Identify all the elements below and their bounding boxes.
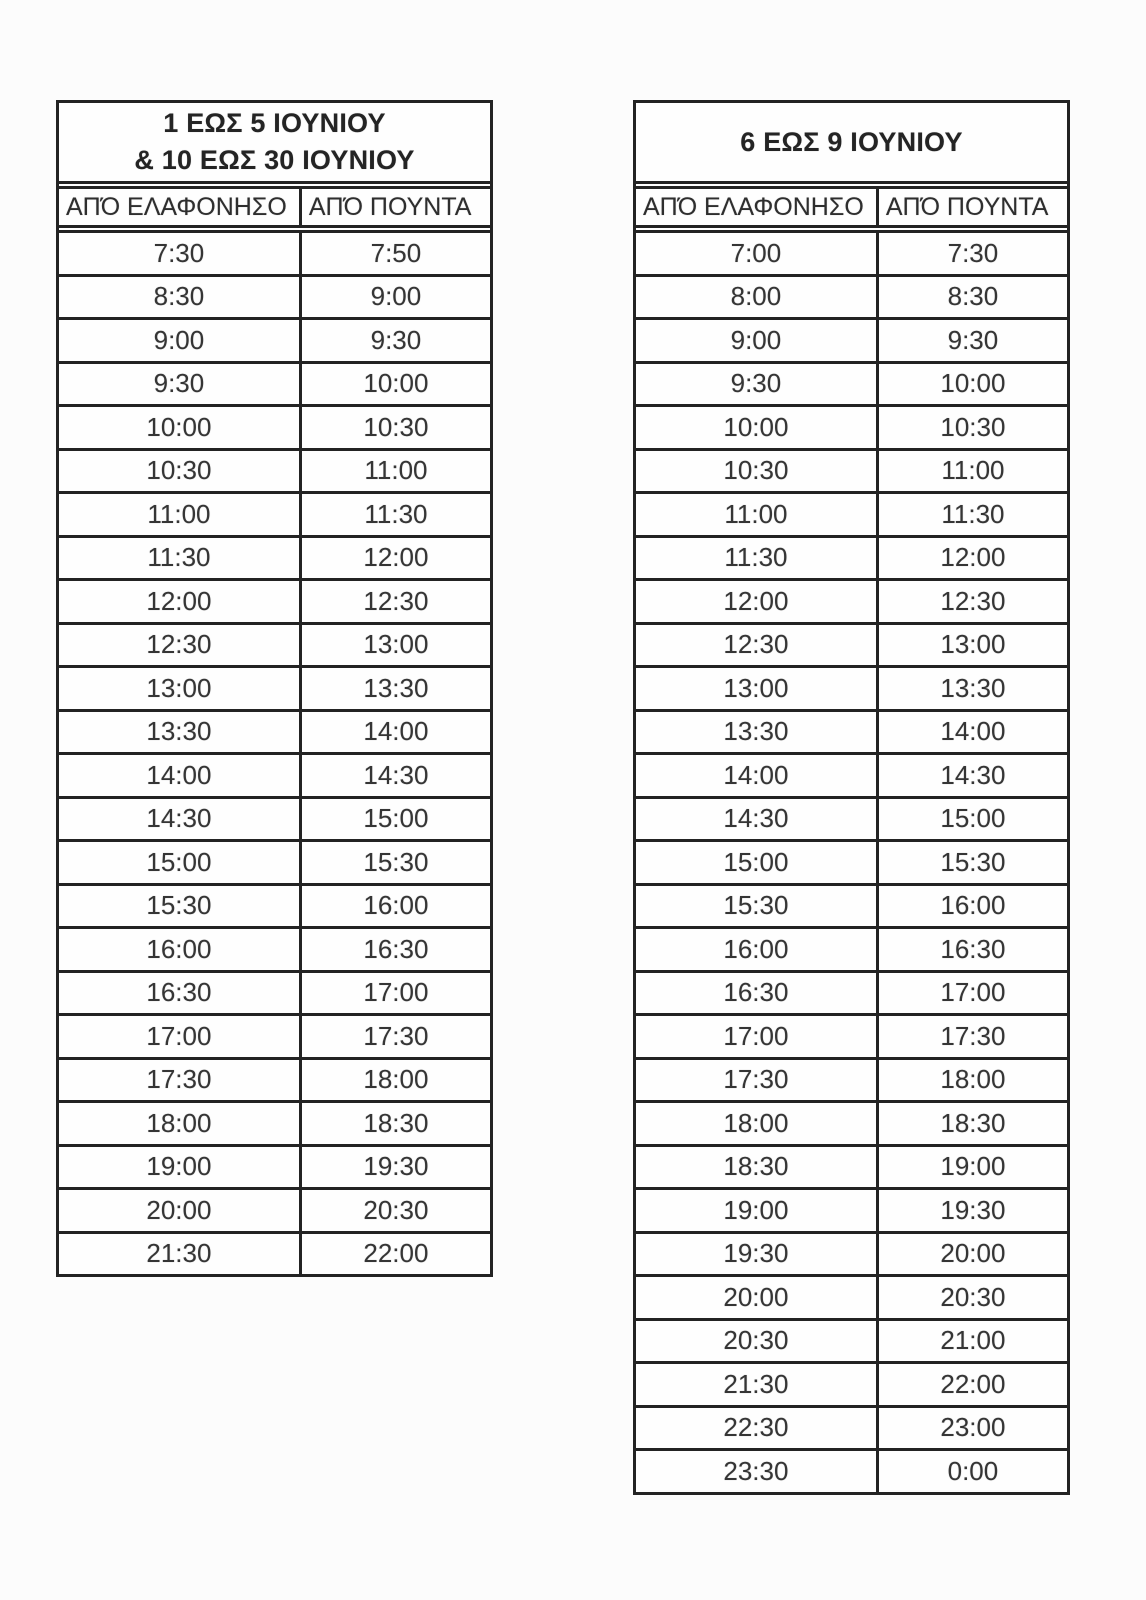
time-cell: 12:00 bbox=[877, 536, 1067, 580]
time-cell: 9:30 bbox=[59, 362, 300, 406]
header-row-table bbox=[59, 186, 490, 228]
time-cell: 10:30 bbox=[636, 449, 877, 493]
time-cell: 17:30 bbox=[636, 1058, 877, 1102]
time-cell: 9:00 bbox=[59, 319, 300, 363]
table-row bbox=[59, 1145, 490, 1189]
column-header-from-pounta: ΑΠΌ ΠΟΥΝΤΑ bbox=[877, 188, 1067, 227]
table-row bbox=[636, 841, 1067, 885]
time-cell: 8:30 bbox=[59, 275, 300, 319]
table-row bbox=[636, 1058, 1067, 1102]
time-cell: 20:30 bbox=[300, 1189, 490, 1233]
time-cell: 21:30 bbox=[59, 1232, 300, 1274]
time-cell: 14:30 bbox=[877, 754, 1067, 798]
table-row bbox=[636, 449, 1067, 493]
table-row bbox=[59, 362, 490, 406]
time-cell: 20:00 bbox=[59, 1189, 300, 1233]
time-cell: 19:00 bbox=[877, 1145, 1067, 1189]
time-cell: 15:00 bbox=[636, 841, 877, 885]
table-row bbox=[59, 754, 490, 798]
time-cell: 21:30 bbox=[636, 1363, 877, 1407]
time-cell: 18:30 bbox=[877, 1102, 1067, 1146]
table-row bbox=[59, 971, 490, 1015]
header-row bbox=[59, 188, 490, 227]
time-cell: 10:00 bbox=[300, 362, 490, 406]
time-cell: 13:30 bbox=[877, 667, 1067, 711]
time-cell: 12:30 bbox=[636, 623, 877, 667]
time-cell: 10:30 bbox=[300, 406, 490, 450]
table-title-line: 1 ΕΩΣ 5 ΙΟΥΝΙΟΥ bbox=[163, 108, 386, 138]
time-cell: 9:30 bbox=[636, 362, 877, 406]
time-cell: 23:00 bbox=[877, 1406, 1067, 1450]
time-cell: 14:30 bbox=[300, 754, 490, 798]
table-row bbox=[59, 493, 490, 537]
time-cell: 20:30 bbox=[636, 1319, 877, 1363]
table-row bbox=[636, 623, 1067, 667]
time-cell: 12:00 bbox=[636, 580, 877, 624]
time-cell: 17:00 bbox=[877, 971, 1067, 1015]
time-cell: 16:00 bbox=[636, 928, 877, 972]
time-cell: 7:30 bbox=[877, 232, 1067, 276]
time-cell: 17:30 bbox=[877, 1015, 1067, 1059]
time-cell: 7:30 bbox=[153, 237, 205, 268]
timetable-june-1-5-and-10-30 bbox=[56, 100, 493, 1277]
time-cell: 13:30 bbox=[59, 710, 300, 754]
time-cell: 13:30 bbox=[636, 710, 877, 754]
table-row bbox=[636, 1406, 1067, 1450]
time-cell: 14:00 bbox=[877, 710, 1067, 754]
time-cell: 11:30 bbox=[636, 536, 877, 580]
table-row bbox=[59, 319, 490, 363]
time-cell: 13:00 bbox=[59, 667, 300, 711]
time-cell: 14:00 bbox=[59, 754, 300, 798]
table-row bbox=[636, 1145, 1067, 1189]
time-cell: 15:30 bbox=[59, 884, 300, 928]
times-table bbox=[636, 230, 1067, 1492]
table-row bbox=[636, 928, 1067, 972]
time-cell: 15:00 bbox=[877, 797, 1067, 841]
time-cell: 18:00 bbox=[300, 1058, 490, 1102]
time-cell: 22:00 bbox=[877, 1363, 1067, 1407]
time-cell: 19:00 bbox=[59, 1145, 300, 1189]
time-cell: 10:00 bbox=[877, 362, 1067, 406]
time-cell: 7:00 bbox=[730, 237, 782, 268]
time-cell: 14:00 bbox=[636, 754, 877, 798]
column-header-from-elafonisos: ΑΠΌ ΕΛΑΦΟΝΗΣΟ bbox=[636, 188, 877, 227]
table-row bbox=[59, 275, 490, 319]
time-cell: 10:00 bbox=[636, 406, 877, 450]
time-cell: 19:30 bbox=[877, 1189, 1067, 1233]
time-cell: 14:00 bbox=[300, 710, 490, 754]
column-header-from-elafonisos: ΑΠΌ ΕΛΑΦΟΝΗΣΟ bbox=[59, 188, 300, 227]
time-cell: 12:00 bbox=[59, 580, 300, 624]
table-row bbox=[636, 232, 1067, 276]
table-row bbox=[636, 536, 1067, 580]
table-row bbox=[59, 710, 490, 754]
time-cell: 22:30 bbox=[636, 1406, 877, 1450]
time-cell: 17:00 bbox=[59, 1015, 300, 1059]
table-row bbox=[59, 623, 490, 667]
timetable-june-6-9 bbox=[633, 100, 1070, 1495]
time-cell: 19:30 bbox=[636, 1232, 877, 1276]
time-cell: 18:00 bbox=[877, 1058, 1067, 1102]
table-row bbox=[59, 580, 490, 624]
table-row bbox=[636, 667, 1067, 711]
table-row bbox=[636, 754, 1067, 798]
time-cell: 10:30 bbox=[877, 406, 1067, 450]
time-cell: 8:00 bbox=[636, 275, 877, 319]
time-cell: 15:30 bbox=[636, 884, 877, 928]
time-cell: 9:30 bbox=[300, 319, 490, 363]
time-cell: 16:30 bbox=[300, 928, 490, 972]
time-cell: 23:30 bbox=[636, 1450, 877, 1492]
time-cell: 11:00 bbox=[300, 449, 490, 493]
time-cell: 17:00 bbox=[636, 1015, 877, 1059]
time-cell: 0:00 bbox=[877, 1450, 1067, 1492]
time-cell: 14:30 bbox=[636, 797, 877, 841]
table-row bbox=[636, 1276, 1067, 1320]
time-cell: 16:30 bbox=[877, 928, 1067, 972]
table-row bbox=[636, 797, 1067, 841]
time-cell: 9:00 bbox=[636, 319, 877, 363]
table-row bbox=[59, 928, 490, 972]
time-cell: 18:00 bbox=[59, 1102, 300, 1146]
table-row bbox=[59, 232, 490, 276]
table-row bbox=[59, 667, 490, 711]
column-header-from-pounta: ΑΠΌ ΠΟΥΝΤΑ bbox=[300, 188, 490, 227]
table-row bbox=[636, 493, 1067, 537]
time-cell: 10:30 bbox=[59, 449, 300, 493]
time-cell: 22:00 bbox=[300, 1232, 490, 1274]
time-cell: 11:30 bbox=[877, 493, 1067, 537]
table-row bbox=[636, 1189, 1067, 1233]
time-cell: 16:30 bbox=[59, 971, 300, 1015]
time-cell: 15:30 bbox=[877, 841, 1067, 885]
times-table bbox=[59, 230, 490, 1274]
time-cell: 12:30 bbox=[59, 623, 300, 667]
header-row bbox=[636, 188, 1067, 227]
time-cell: 18:30 bbox=[636, 1145, 877, 1189]
time-cell: 11:00 bbox=[59, 493, 300, 537]
table-row bbox=[636, 1319, 1067, 1363]
table-title bbox=[59, 103, 490, 184]
time-cell: 7:50 bbox=[300, 232, 490, 276]
header-row-table bbox=[636, 186, 1067, 228]
table-title-line: & 10 ΕΩΣ 30 ΙΟΥΝΙΟΥ bbox=[134, 145, 415, 175]
time-cell: 13:00 bbox=[877, 623, 1067, 667]
time-cell: 19:30 bbox=[300, 1145, 490, 1189]
time-cell: 15:00 bbox=[300, 797, 490, 841]
time-cell: 18:00 bbox=[636, 1102, 877, 1146]
time-cell: 19:00 bbox=[636, 1189, 877, 1233]
table-row bbox=[59, 1102, 490, 1146]
time-cell: 20:00 bbox=[877, 1232, 1067, 1276]
time-cell: 15:00 bbox=[59, 841, 300, 885]
table-row bbox=[636, 971, 1067, 1015]
time-cell: 9:00 bbox=[300, 275, 490, 319]
table-row bbox=[636, 1015, 1067, 1059]
table-row bbox=[636, 362, 1067, 406]
table-row bbox=[636, 319, 1067, 363]
table-row bbox=[636, 275, 1067, 319]
time-cell: 13:00 bbox=[300, 623, 490, 667]
time-cell: 20:00 bbox=[636, 1276, 877, 1320]
time-cell: 16:00 bbox=[59, 928, 300, 972]
time-cell: 14:30 bbox=[59, 797, 300, 841]
table-row bbox=[59, 841, 490, 885]
table-row bbox=[59, 884, 490, 928]
table-row bbox=[636, 1102, 1067, 1146]
table-row bbox=[59, 797, 490, 841]
time-cell: 12:00 bbox=[300, 536, 490, 580]
time-cell: 17:30 bbox=[300, 1015, 490, 1059]
time-cell: 11:00 bbox=[877, 449, 1067, 493]
table-row bbox=[59, 449, 490, 493]
time-cell: 11:30 bbox=[300, 493, 490, 537]
table-row bbox=[636, 406, 1067, 450]
time-cell: 20:30 bbox=[877, 1276, 1067, 1320]
table-row bbox=[636, 1363, 1067, 1407]
table-row bbox=[636, 884, 1067, 928]
table-row bbox=[636, 710, 1067, 754]
table-title bbox=[636, 103, 1067, 184]
time-cell: 17:30 bbox=[59, 1058, 300, 1102]
table-row bbox=[59, 1058, 490, 1102]
time-cell: 12:30 bbox=[877, 580, 1067, 624]
table-row bbox=[636, 580, 1067, 624]
time-cell: 17:00 bbox=[300, 971, 490, 1015]
time-cell: 16:00 bbox=[300, 884, 490, 928]
table-row bbox=[59, 1189, 490, 1233]
table-title-line: 6 ΕΩΣ 9 ΙΟΥΝΙΟΥ bbox=[740, 126, 963, 157]
time-cell: 16:00 bbox=[877, 884, 1067, 928]
time-cell: 15:30 bbox=[300, 841, 490, 885]
time-cell: 11:30 bbox=[59, 536, 300, 580]
table-row bbox=[636, 1450, 1067, 1492]
time-cell: 12:30 bbox=[300, 580, 490, 624]
table-row bbox=[636, 1232, 1067, 1276]
time-cell: 8:30 bbox=[877, 275, 1067, 319]
time-cell: 10:00 bbox=[59, 406, 300, 450]
time-cell: 16:30 bbox=[636, 971, 877, 1015]
table-row bbox=[59, 406, 490, 450]
table-row bbox=[59, 536, 490, 580]
time-cell: 11:00 bbox=[636, 493, 877, 537]
table-row bbox=[59, 1015, 490, 1059]
time-cell: 18:30 bbox=[300, 1102, 490, 1146]
time-cell: 9:30 bbox=[877, 319, 1067, 363]
time-cell: 21:00 bbox=[877, 1319, 1067, 1363]
table-row bbox=[59, 1232, 490, 1274]
time-cell: 13:00 bbox=[636, 667, 877, 711]
time-cell: 13:30 bbox=[300, 667, 490, 711]
